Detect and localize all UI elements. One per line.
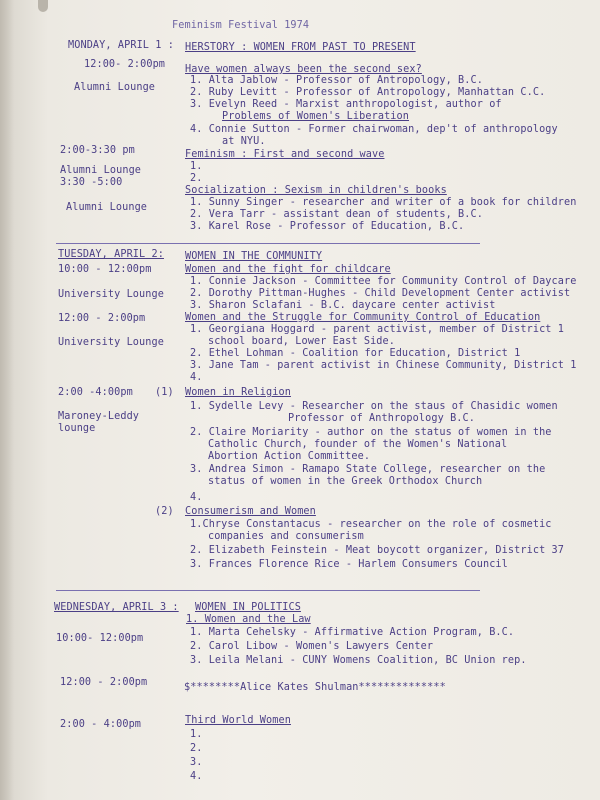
tuesday-s2-time: 12:00 - 2:00pm [58,313,146,324]
monday-s1-line: at NYU. [222,136,266,147]
tuesday-s4-line: companies and consumerism [208,531,364,542]
tuesday-s2-line: 4. [190,372,203,383]
wednesday-s3-line: 3. [190,757,203,768]
monday-s3-line: 3. Karel Rose - Professor of Education, B.C. [190,221,465,232]
monday-s3-place: Alumni Lounge [66,202,148,213]
monday-s1-place: Alumni Lounge [74,82,156,93]
page-edge-shadow [0,0,14,800]
monday-s1-title: Have women always been the second sex? [185,64,422,75]
tuesday-s3-line: status of women in the Greek Orthodox Church [208,476,483,487]
tuesday-s2-line: school board, Lower East Side. [208,336,396,347]
wednesday-s2-speaker: $********Alice Kates Shulman************** [184,682,446,693]
tuesday-s1-time: 10:00 - 12:00pm [58,264,152,275]
wednesday-s1-title: 1. Women and the Law [186,614,311,625]
monday-s1-time: 12:00- 2:00pm [84,59,166,70]
monday-s1-line: Problems of Women's Liberation [222,111,410,122]
wednesday-s1-line: 1. Marta Cehelsky - Affirmative Action Program, B.C. [190,627,515,638]
wednesday-s1-line: 2. Carol Libow - Women's Lawyers Center [190,641,434,652]
tuesday-s1-line: 3. Sharon Sclafani - B.C. daycare center activist [190,300,496,311]
tuesday-s4-marker: (2) [155,506,174,517]
monday-s3-line: 2. Vera Tarr - assistant dean of students, B.C. [190,209,483,220]
tuesday-s1-line: 2. Dorothy Pittman-Hughes - Child Development Center activist [190,288,571,299]
tuesday-s2-line: 3. Jane Tam - parent activist in Chinese Community, District 1 [190,360,577,371]
tuesday-s4-line: 3. Frances Florence Rice - Harlem Consumers Council [190,559,508,570]
tuesday-s3-time: 2:00 -4:00pm [58,387,133,398]
monday-heading: HERSTORY : WOMEN FROM PAST TO PRESENT [185,42,416,53]
punch-hole [38,0,48,12]
section-divider [56,590,480,591]
tuesday-heading: WOMEN IN THE COMMUNITY [185,251,323,262]
tuesday-s3-line: Professor of Anthropology B.C. [288,413,476,424]
monday-s1-line: 2. Ruby Levitt - Professor of Antropology, Manhattan C.C. [190,87,546,98]
tuesday-s2-line: 1. Georgiana Hoggard - parent activist, member of District 1 [190,324,565,335]
tuesday-s3-line: Abortion Action Committee. [208,451,371,462]
tuesday-s4-line: 2. Elizabeth Feinstein - Meat boycott organizer, District 37 [190,545,565,556]
monday-date: MONDAY, APRIL 1 : [68,40,174,51]
monday-s2-line: 2. [190,173,203,184]
monday-s1-line: 3. Evelyn Reed - Marxist anthropologist, author of [190,99,502,110]
tuesday-s3-line: Catholic Church, founder of the Women's National [208,439,508,450]
monday-s3-time: 3:30 -5:00 [60,177,123,188]
monday-s3-title: Socialization : Sexism in children's books [185,185,447,196]
monday-s1-line: 4. Connie Sutton - Former chairwoman, dep't of anthropology [190,124,558,135]
tuesday-s3-marker: (1) [155,387,174,398]
monday-s2-time: 2:00-3:30 pm [60,145,135,156]
wednesday-s1-time: 10:00- 12:00pm [56,633,144,644]
tuesday-s4-title: Consumerism and Women [185,506,316,517]
tuesday-s3-place2: lounge [58,423,96,434]
tuesday-s3-place: Maroney-Leddy [58,411,140,422]
tuesday-s1-title: Women and the fight for childcare [185,264,391,275]
tuesday-s1-line: 1. Connie Jackson - Committee for Community Control of Daycare [190,276,577,287]
wednesday-s1-line: 3. Leila Melani - CUNY Womens Coalition, BC Union rep. [190,655,527,666]
tuesday-s3-line: 4. [190,492,203,503]
monday-s2-line: 1. [190,161,203,172]
wednesday-heading: WOMEN IN POLITICS [195,602,301,613]
tuesday-s3-title: Women in Religion [185,387,291,398]
wednesday-date: WEDNESDAY, APRIL 3 : [54,602,179,613]
monday-s2-title: Feminism : First and second wave [185,149,385,160]
wednesday-s3-time: 2:00 - 4:00pm [60,719,142,730]
tuesday-s2-line: 2. Ethel Lohman - Coalition for Education, District 1 [190,348,521,359]
festival-title: Feminism Festival 1974 [172,20,310,31]
tuesday-s3-line: 2. Claire Moriarity - author on the status of women in the [190,427,552,438]
wednesday-s3-line: 4. [190,771,203,782]
tuesday-s3-line: 3. Andrea Simon - Ramapo State College, researcher on the [190,464,546,475]
tuesday-s3-line: 1. Sydelle Levy - Researcher on the staus of Chasidic women [190,401,558,412]
monday-s3-line: 1. Sunny Singer - researcher and writer of a book for children [190,197,577,208]
wednesday-s3-line: 2. [190,743,203,754]
wednesday-s2-time: 12:00 - 2:00pm [60,677,148,688]
tuesday-s4-line: 1.Chryse Constantacus - researcher on the role of cosmetic [190,519,552,530]
monday-s2-place: Alumni Lounge [60,165,142,176]
tuesday-s2-title: Women and the Struggle for Community Control of Education [185,312,541,323]
section-divider [56,243,480,244]
tuesday-s1-place: University Lounge [58,289,164,300]
wednesday-s3-title: Third World Women [185,715,291,726]
monday-s1-line: 1. Alta Jablow - Professor of Antropology, B.C. [190,75,483,86]
tuesday-s2-place: University Lounge [58,337,164,348]
wednesday-s3-line: 1. [190,729,203,740]
tuesday-date: TUESDAY, APRIL 2: [58,249,164,260]
